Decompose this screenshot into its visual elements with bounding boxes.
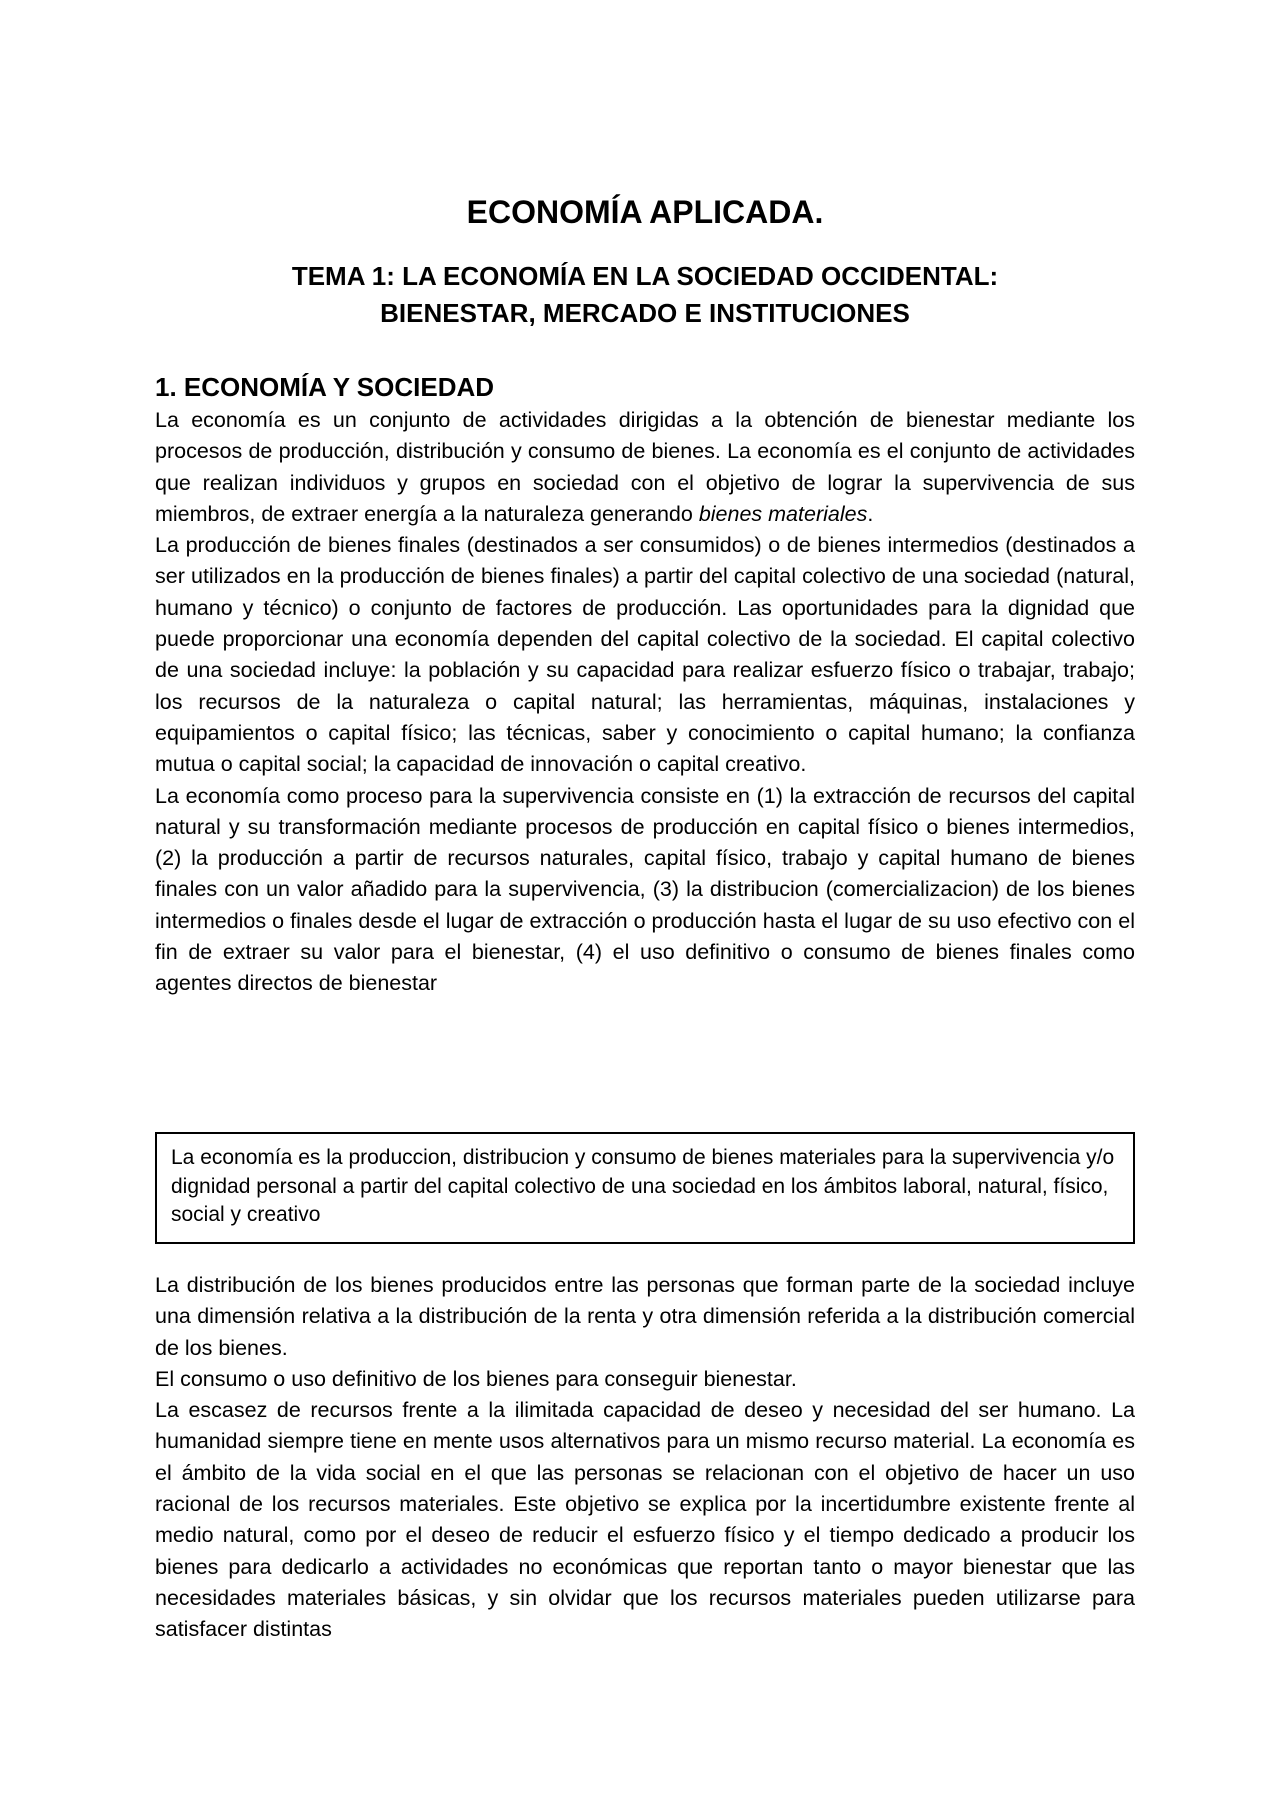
body-text-block-2 bbox=[155, 1270, 1135, 1646]
paragraph-1 bbox=[155, 405, 1135, 530]
paragraph-1-italic: bienes materiales bbox=[698, 501, 868, 526]
paragraph-2: La producción de bienes finales (destinados a ser consumidos) o de bienes intermedios (destinados a ser utilizados en la producción de bienes finales) a partir del capital colectivo de una sociedad (natural, humano y técnico) o conjunto de factores de producción. Las oportunidades para la dignidad que puede proporcionar una economía dependen del capital colectivo de la sociedad. El capital colectivo de una sociedad incluye: la población y su capacidad para realizar esfuerzo físico o trabajar, trabajo; los recursos de la naturaleza o capital natural; las herramientas, máquinas, instalaciones y equipamientos o capital físico; las técnicas, saber y conocimiento o capital humano; la confianza mutua o capital social; la capacidad de innovación o capital creativo. bbox=[155, 533, 1135, 777]
subtitle-line-1: TEMA 1: LA ECONOMÍA EN LA SOCIEDAD OCCIDENTAL: bbox=[291, 261, 999, 291]
paragraph-1-text: La economía es un conjunto de actividades dirigidas a la obtención de bienestar mediante los procesos de producción, distribución y consumo de bienes. La economía es el conjunto de actividades que realizan individuos y grupos en sociedad con el objetivo de lograr la supervivencia de sus miembros, de extraer energía a la naturaleza generando bbox=[155, 408, 1135, 526]
body-text-block-1 bbox=[155, 405, 1135, 1000]
paragraph-4: La distribución de los bienes producidos entre las personas que forman parte de la sociedad incluye una dimensión relativa a la distribución de la renta y otra dimensión referida a la distribución comercial de los bienes. bbox=[155, 1273, 1135, 1360]
document-subtitle bbox=[155, 258, 1135, 332]
definition-box bbox=[155, 1132, 1135, 1244]
subtitle-line-2: BIENESTAR, MERCADO E INSTITUCIONES bbox=[380, 298, 910, 328]
paragraph-5: El consumo o uso definitivo de los bienes para conseguir bienestar. bbox=[155, 1366, 797, 1391]
paragraph-1-end: . bbox=[867, 501, 874, 526]
paragraph-3: La economía como proceso para la supervivencia consiste en (1) la extracción de recursos del capital natural y su transformación mediante procesos de producción en capital físico o bienes intermedios, (2) la producción a partir de recursos naturales, capital físico, trabajo y capital humano de bienes finales con un valor añadido para la supervivencia, (3) la distribucion (comercializacion) de los bienes intermedios o finales desde el lugar de extracción o producción hasta el lugar de su uso efectivo con el fin de extraer su valor para el bienestar, (4) el uso definitivo o consumo de bienes finales como agentes directos de bienestar bbox=[155, 783, 1135, 996]
paragraph-6: La escasez de recursos frente a la ilimitada capacidad de deseo y necesidad del ser humano. La humanidad siempre tiene en mente usos alternativos para un mismo recurso material. La economía es el ámbito de la vida social en el que las personas se relacionan con el objetivo de hacer un uso racional de los recursos materiales. Este objetivo se explica por la incertidumbre existente frente al medio natural, como por el deseo de reducir el esfuerzo físico y el tiempo dedicado a producir los bienes para dedicarlo a actividades no económicas que reportan tanto o mayor bienestar que las necesidades materiales básicas, y sin olvidar que los recursos materiales pueden utilizarse para satisfacer distintas bbox=[155, 1398, 1135, 1642]
definition-text: La economía es la produccion, distribucion y consumo de bienes materiales para la supervivencia y/o dignidad personal a partir del capital colectivo de una sociedad en los ámbitos laboral, natural, físico, social y creativo bbox=[171, 1146, 1115, 1226]
document-title: ECONOMÍA APLICADA. bbox=[466, 194, 824, 230]
section-heading: 1. ECONOMÍA Y SOCIEDAD bbox=[155, 372, 495, 402]
